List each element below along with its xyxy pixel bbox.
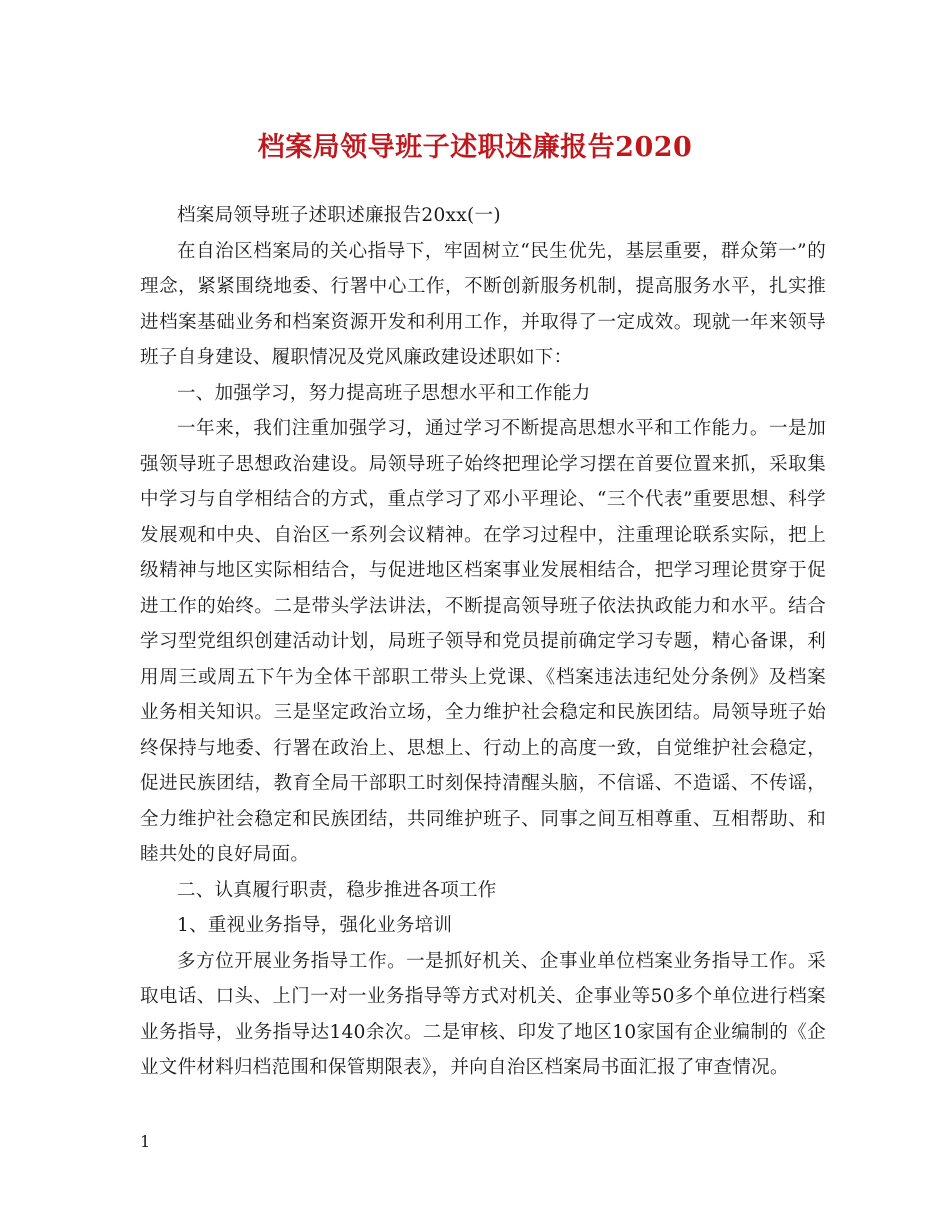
section-heading-1: 一、加强学习，努力提高班子思想水平和工作能力 — [177, 382, 591, 404]
guidance-paragraph: 多方位开展业务指导工作。一是抓好机关、企事业单位档案业务指导工作。采取电话、口头、上门一对一业务指导等方式对机关、企事业等50多个单位进行档案业务指导，业务指导达140余次。二是审核、印发了地区10家国有企业编制的《企业文件材料归档范围和保管期限表》，并向自治区档案局书面汇报了审查情况。 — [140, 950, 826, 1078]
page-number: 1 — [140, 1132, 151, 1151]
subsection-heading-1: 1、重视业务指导，强化业务培训 — [177, 915, 453, 936]
subtitle-paragraph: 档案局领导班子述职述廉报告20xx(一) — [177, 205, 501, 226]
section-heading-2: 二、认真履行职责，稳步推进各项工作 — [177, 879, 497, 901]
study-paragraph: 一年来，我们注重加强学习，通过学习不断提高思想水平和工作能力。一是加强领导班子思想政治建设。局领导班子始终把理论学习摆在首要位置来抓，采取集中学习与自学相结合的方式，重点学习了邓小平理论、“三个代表”重要思想、科学发展观和中央、自治区一系列会议精神。在学习过程中，注重理论联系实际，把上级精神与地区实际相结合，与促进地区档案事业发展相结合，把学习理论贯穿于促进工作的始终。二是带头学法讲法，不断提高领导班子依法执政能力和水平。结合学习型党组织创建活动计划，局班子领导和党员提前确定学习专题，精心备课，利用周三或周五下午为全体干部职工带头上党课、《档案违法违纪处分条例》及档案业务相关知识。三是坚定政治立场，全力维护社会稳定和民族团结。局领导班子始终保持与地委、行署在政治上、思想上、行动上的高度一致，自觉维护社会稳定，促进民族团结，教育全局干部职工时刻保持清醒头脑，不信谣、不造谣、不传谣，全力维护社会稳定和民族团结，共同维护班子、同事之间互相尊重、互相帮助、和睦共处的良好局面。 — [140, 418, 826, 865]
document-title: 档案局领导班子述职述廉报告2020 — [257, 132, 693, 163]
intro-paragraph: 在自治区档案局的关心指导下，牢固树立“民生优先，基层重要，群众第一”的理念，紧紧围绕地委、行署中心工作，不断创新服务机制，提高服务水平，扎实推进档案基础业务和档案资源开发和利用工作，并取得了一定成效。现就一年来领导班子自身建设、履职情况及党风廉政建设述职如下： — [140, 240, 826, 368]
document-body — [140, 198, 826, 1086]
